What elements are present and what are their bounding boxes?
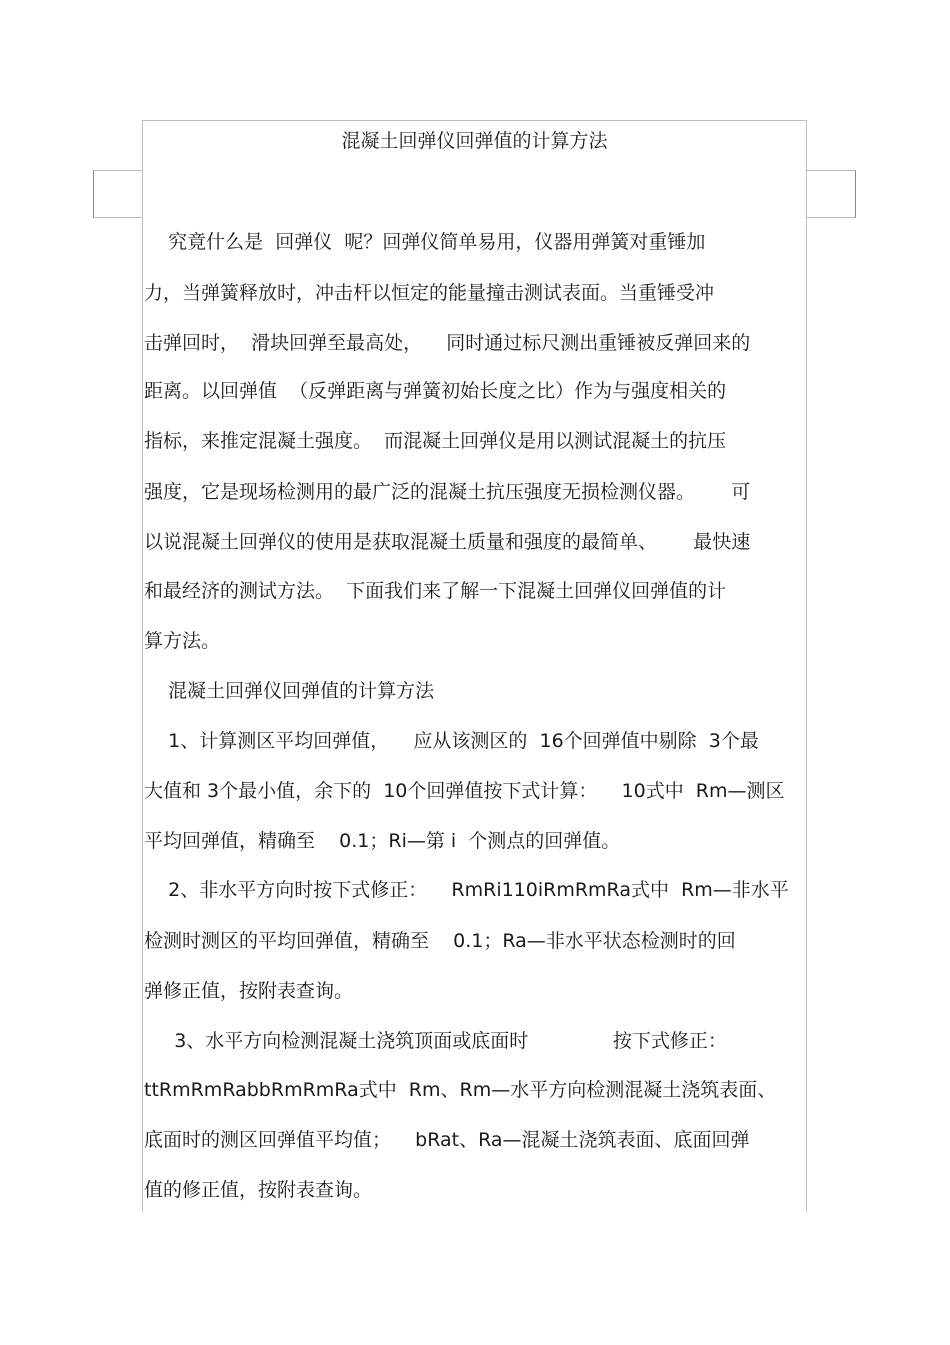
document-title: 混凝土回弹仪回弹值的计算方法 [341,130,608,152]
body-line: 值的修正值，按附表查询。 [144,1179,373,1201]
body-line: 3、水平方向检测混凝土浇筑顶面或底面时 按下式修正： [144,1030,727,1052]
body-line: 以说混凝土回弹仪的使用是获取混凝土质量和强度的最简单、 最快速 [144,531,751,553]
margin-mark-right [806,170,856,218]
body-line: 大值和 3个最小值，余下的 10个回弹值按下式计算： 10式中 Rm—测区 [144,780,785,802]
body-line: 底面时的测区回弹值平均值； bRat、Ra—混凝土浇筑表面、底面回弹 [144,1129,750,1151]
body-line: 强度，它是现场检测用的最广泛的混凝土抗压强度无损检测仪器。 可 [144,481,751,503]
section-heading: 混凝土回弹仪回弹值的计算方法 [144,680,435,702]
page-border-top [142,120,807,121]
body-line: 力，当弹簧释放时，冲击杆以恒定的能量撞击测试表面。当重锤受冲 [144,282,715,304]
body-line: 1、计算测区平均回弹值， 应从该测区的 16个回弹值中剔除 3个最 [144,730,759,752]
body-line: 和最经济的测试方法。 下面我们来了解一下混凝土回弹仪回弹值的计 [144,580,727,602]
body-line: 检测时测区的平均回弹值，精确至 0.1；Ra—非水平状态检测时的回 [144,930,736,952]
body-line: 平均回弹值，精确至 0.1；Ri—第 i 个测点的回弹值。 [144,830,621,852]
body-line: 算方法。 [144,630,221,652]
body-line: 弹修正值，按附表查询。 [144,980,354,1002]
body-line: 指标，来推定混凝土强度。 而混凝土回弹仪是用以测试混凝土的抗压 [144,430,727,452]
margin-mark-left [93,170,143,218]
body-line: 究竟什么是 回弹仪 呢？回弹仪简单易用，仪器用弹簧对重锤加 [144,231,706,253]
page-border-left [142,120,143,1212]
body-line: 2、非水平方向时按下式修正： RmRi110iRmRmRa式中 Rm—非水平 [144,879,789,901]
body-line: 击弹回时， 滑块回弹至最高处， 同时通过标尺测出重锤被反弹回来的 [144,332,751,354]
body-line: ttRmRmRabbRmRmRa式中 Rm、Rm—水平方向检测混凝土浇筑表面、 [144,1079,777,1101]
body-line: 距离。以回弹值 （反弹距离与弹簧初始长度之比）作为与强度相关的 [144,380,727,402]
